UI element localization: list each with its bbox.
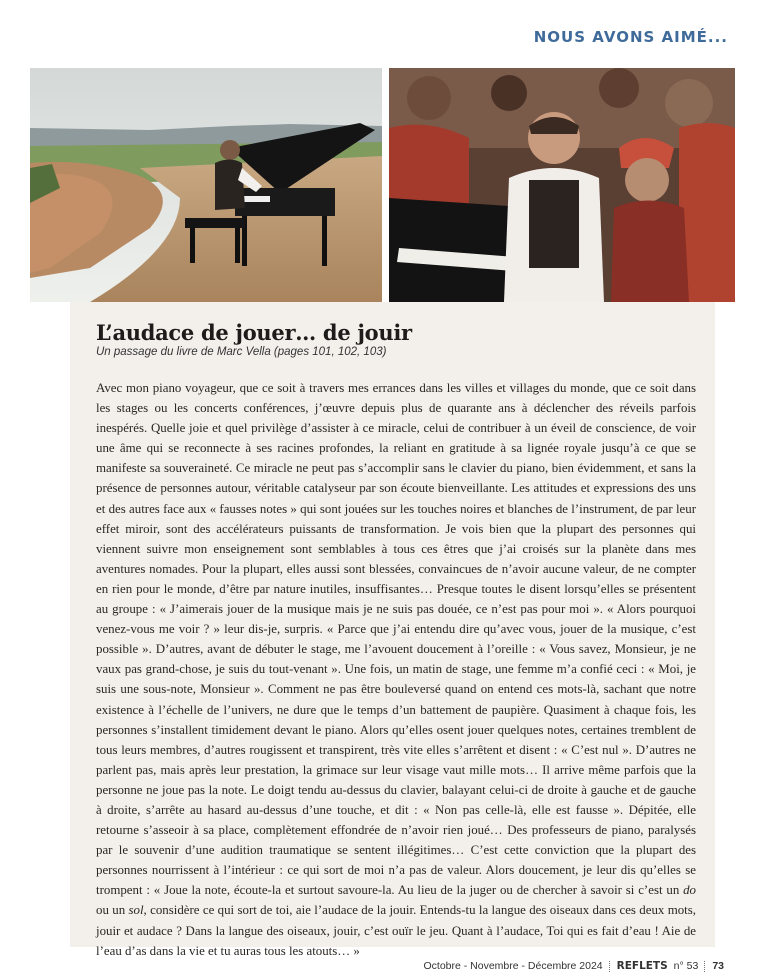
footer-divider	[609, 961, 611, 972]
crowd-illustration	[389, 68, 735, 302]
body-note-do: do	[683, 883, 696, 898]
photo-pianist-with-crowd	[389, 68, 735, 302]
body-text-part1: Avec mon piano voyageur, que ce soit à travers mes errances dans les villes et villages du monde, que ce soit dans les stages ou les concerts conférences, j’œuvre depuis plus de quarante ans à déclencher des réveils parfois inespérés. Quelle joie et quel privilège d’assister à ce miracle, celui de contribuer à un éveil de conscience, de voir une âme qui se reconnecte à ses racines profondes, la reliant en gratitude à sa lignée royale jusqu’à ce que se manifeste sa souveraineté. Ce miracle ne peut pas s’accomplir sans le clavier du piano, bien évidemment, et sans la présence de personnes autour, véritable catalyseur par son écoute bienveillante. Les attitudes et expressions des uns et des autres face aux « fausses notes » qui sont jouées sur les touches noires et blanches de l’instrument, de par leur effet miroir, sont des accélérateurs puissants de transformation. Je vois bien que la plupart des personnes qui viennent suivre mon enseignement sont semblables à tous ces êtres que j’ai croisés sur la planète dans mes aventures nomades. Pour la plupart, elles aussi sont blessées, convaincues de n’avoir aucune valeur, de ne compter en rien pour le monde, d’être par nature inutiles, insuffisantes… Presque toutes le disent lorsqu’elles se présentent au groupe : « J’aimerais jouer de la musique mais je ne suis pas douée, ce n’est pas pour moi ». « Alors pourquoi venez-vous me voir ? » leur dis-je, surpris. « Parce que j’ai entendu dire qu’avec vous, jouer de la musique, c’est possible ». D’autres, avant de débuter le stage, me l’avouent doucement à l’oreille : « Vous savez, Monsieur, je ne vaux pas grand-chose, je suis du tout-venant ». Une fois, un matin de stage, une femme m’a confié ceci : « Moi, je suis une sous-note, Monsieur ». Comment ne pas être bouleversé quand on entend ces mots-là, sachant que notre existence à l’échelle de l’univers, ne dure que le temps d’un battement de paupière. Quasiment à chaque fois, les personnes s’installent timidement devant le piano. Alors qu’elles osent jouer quelques notes, certaines tremblent de tous leurs membres, d’autres rougissent et transpirent, très vite elles s’arrêtent et disent : « C’est nul ». D’autres ne parlent pas, mais après leur prestation, la grimace sur leur visage vaut mille mots… Il arrive même parfois que la personne ne joue pas la note. Le doigt tendu au-dessus du clavier, balayant celui-ci de droite à gauche et de gauche à droite, s’arrête au hasard au-dessus d’une touche, et dit : « Non pas celle-là, elle est fausse ». Dépitée, elle retourne s’asseoir à sa place, complètement effondrée de n’avoir rien joué… Des professeurs de piano, paralysés par le souvenir d’une audition traumatique se sentent illégitimes… C’est cette conviction que la plupart des personnes nourrissent à l’intérieur : ce qui sort de moi n’a pas de valeur. Alors doucement, je leur dis qu’elles se trompent : « Joue la note, écoute-la et surtout savoure-la. Au lieu de la juger ou de chercher à savoir si c’est un	[96, 381, 696, 898]
article-title: L’audace de jouer… de jouir	[96, 320, 412, 345]
magazine-name: REFLETS	[616, 960, 668, 972]
body-note-sol: sol	[128, 903, 144, 918]
riverbank-illustration	[30, 68, 382, 302]
article-body	[96, 378, 696, 961]
issue-number: n° 53	[673, 960, 699, 972]
page-footer	[423, 960, 724, 972]
body-text-part2: ou un	[96, 903, 129, 918]
issue-date: Octobre - Novembre - Décembre 2024	[423, 960, 603, 972]
footer-divider	[704, 961, 706, 972]
body-text-part3: , considère ce qui sort de toi, aie l’audace de la jouir. Entends-tu la langue des oiseaux dans ces deux mots, jouir et audace ? Dans la langue des oiseaux, jouir, c’est ouïr le jeu. Quant à l’audace, Toi qui es fait d’eau ! Aie de l’eau d’as dans la vie et tu auras tous les atouts… »	[96, 903, 697, 958]
photo-pianist-riverbank	[30, 68, 382, 302]
page-number: 73	[712, 960, 724, 972]
article-subtitle: Un passage du livre de Marc Vella (pages 101, 102, 103)	[96, 346, 387, 358]
section-heading: NOUS AVONS AIMÉ...	[533, 28, 728, 46]
